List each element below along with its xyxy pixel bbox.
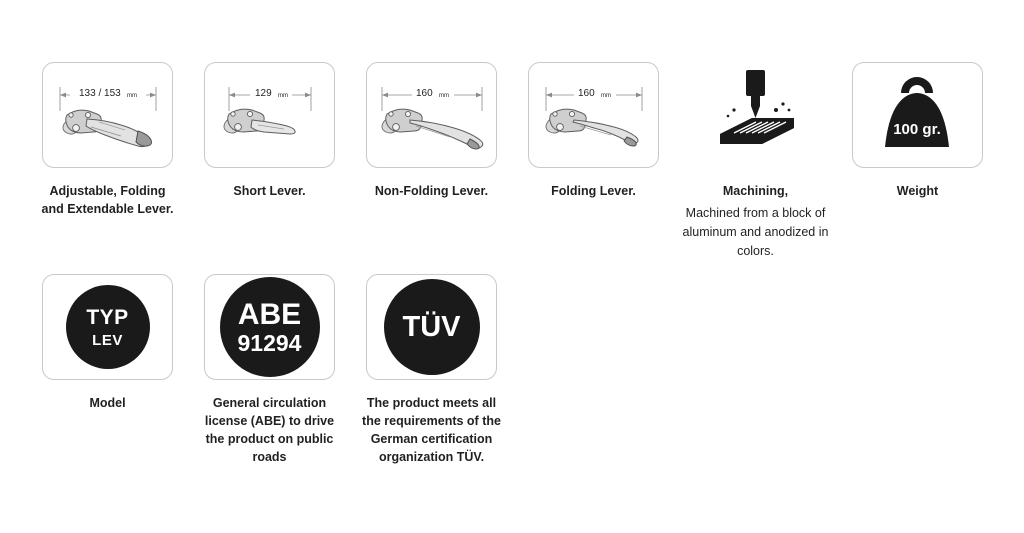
lever-folding-icon: [529, 63, 658, 167]
tuv-badge-line1: TÜV: [402, 310, 461, 343]
feature-caption: Non-Folding Lever.: [374, 184, 489, 198]
machining-tile: [690, 62, 821, 168]
feature-subcaption: Machined from a block of aluminum and anodized in colors.: [682, 206, 829, 258]
dimension-unit: mm: [601, 93, 611, 99]
feature-caption: Model: [89, 396, 126, 410]
feature-caption: Folding Lever.: [551, 184, 636, 198]
cnc-machining-icon: [690, 62, 821, 168]
feature-row-top: [42, 62, 1014, 260]
feature-abe: [204, 274, 335, 467]
lever-non-folding-icon: [367, 63, 496, 167]
feature-non-folding-lever: [366, 62, 497, 200]
feature-caption: The product meets all the requirements of the German certification organization TÜV.: [362, 396, 501, 465]
weight-kettlebell-icon: [853, 63, 982, 167]
abe-tile: [204, 274, 335, 380]
abe-badge-line2: 91294: [237, 329, 302, 356]
lever-short-tile: [204, 62, 335, 168]
lever-adjustable-icon: [43, 63, 172, 167]
dimension-label: 129: [255, 88, 272, 99]
feature-caption: Adjustable, Folding and Extendable Lever.: [41, 184, 174, 217]
model-badge-line1: TYP: [86, 305, 129, 329]
dimension-label: 160: [578, 88, 595, 99]
model-badge-line2: LEV: [92, 331, 123, 349]
feature-caption: Machining,: [722, 184, 789, 198]
dimension-unit: mm: [439, 93, 449, 99]
feature-caption: Short Lever.: [233, 184, 306, 198]
feature-adjustable-folding-extendable-lever: [42, 62, 173, 218]
feature-caption: Weight: [896, 184, 939, 198]
feature-machining: [682, 62, 829, 260]
feature-short-lever: [204, 62, 335, 200]
lever-short-icon: [205, 63, 334, 167]
feature-folding-lever: [528, 62, 659, 200]
tuv-badge-icon: [384, 279, 480, 375]
feature-tuv: [362, 274, 501, 467]
dimension-label: 160: [416, 88, 433, 99]
feature-weight: [852, 62, 983, 200]
lever-folding-tile: [528, 62, 659, 168]
lever-non-folding-tile: [366, 62, 497, 168]
abe-badge-icon: [220, 277, 320, 377]
tuv-tile: [366, 274, 497, 380]
model-badge-icon: [66, 285, 150, 369]
abe-badge-line1: ABE: [237, 297, 302, 331]
weight-tile: [852, 62, 983, 168]
feature-model: [42, 274, 173, 412]
dimension-unit: mm: [127, 93, 137, 99]
lever-adjustable-tile: [42, 62, 173, 168]
feature-row-bottom: [42, 274, 528, 467]
model-tile: [42, 274, 173, 380]
weight-value: 100 gr.: [893, 121, 941, 138]
dimension-unit: mm: [278, 93, 288, 99]
feature-caption: General circulation license (ABE) to drive the product on public roads: [204, 396, 335, 465]
dimension-label: 133 / 153: [79, 88, 121, 99]
